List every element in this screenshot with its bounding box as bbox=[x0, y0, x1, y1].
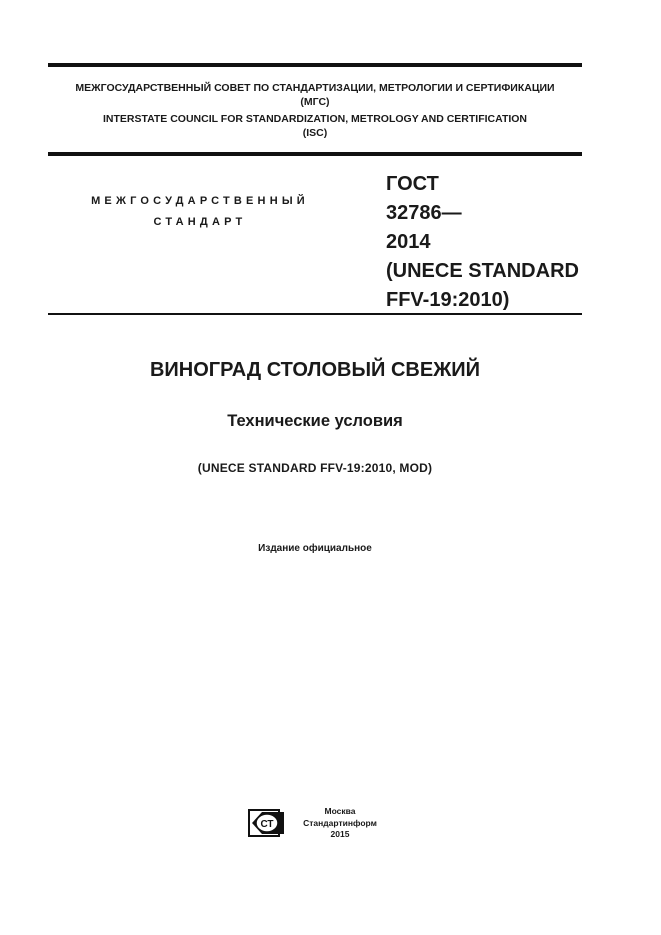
publisher-city: Москва bbox=[324, 806, 356, 816]
gost-designation bbox=[386, 170, 579, 315]
council-ru bbox=[48, 81, 582, 109]
document-title: ВИНОГРАД СТОЛОВЫЙ СВЕЖИЙ bbox=[149, 359, 481, 381]
publication-year: 2015 bbox=[330, 829, 350, 839]
unece-reference: (UNECE STANDARD FFV-19:2010, MOD) bbox=[197, 461, 433, 475]
svg-text:СТ: СТ bbox=[260, 819, 274, 830]
gost-line-4: (UNECE STANDARD bbox=[386, 260, 579, 282]
gost-line-2: 32786— bbox=[386, 202, 462, 224]
gost-line-1: ГОСТ bbox=[386, 173, 439, 195]
publisher-info bbox=[292, 806, 388, 841]
publisher-name: Стандартинформ bbox=[303, 817, 377, 828]
council-en-abbr: (ISC) bbox=[302, 127, 328, 139]
standard-type-line1: МЕЖГОСУДАРСТВЕННЫЙ bbox=[91, 195, 309, 207]
middle-rule bbox=[48, 152, 582, 156]
council-en bbox=[48, 112, 582, 140]
official-edition: Издание официальное bbox=[258, 543, 372, 554]
bottom-rule bbox=[48, 313, 582, 315]
gost-line-5: FFV-19:2010) bbox=[386, 289, 510, 311]
standard-type-line2: СТАНДАРТ bbox=[153, 216, 247, 228]
council-en-name: INTERSTATE COUNCIL FOR STANDARDIZATION, METROLOGY AND CERTIFICATION bbox=[102, 113, 528, 125]
standartinform-logo-icon bbox=[248, 808, 286, 838]
document-subtitle: Технические условия bbox=[227, 412, 403, 430]
council-ru-name: МЕЖГОСУДАРСТВЕННЫЙ СОВЕТ ПО СТАНДАРТИЗАЦИИ, МЕТРОЛОГИИ И СЕРТИФИКАЦИИ bbox=[75, 82, 555, 94]
council-ru-abbr: (МГС) bbox=[300, 96, 330, 108]
gost-line-3: 2014 bbox=[386, 231, 431, 253]
top-rule bbox=[48, 63, 582, 67]
standard-type bbox=[60, 191, 340, 233]
